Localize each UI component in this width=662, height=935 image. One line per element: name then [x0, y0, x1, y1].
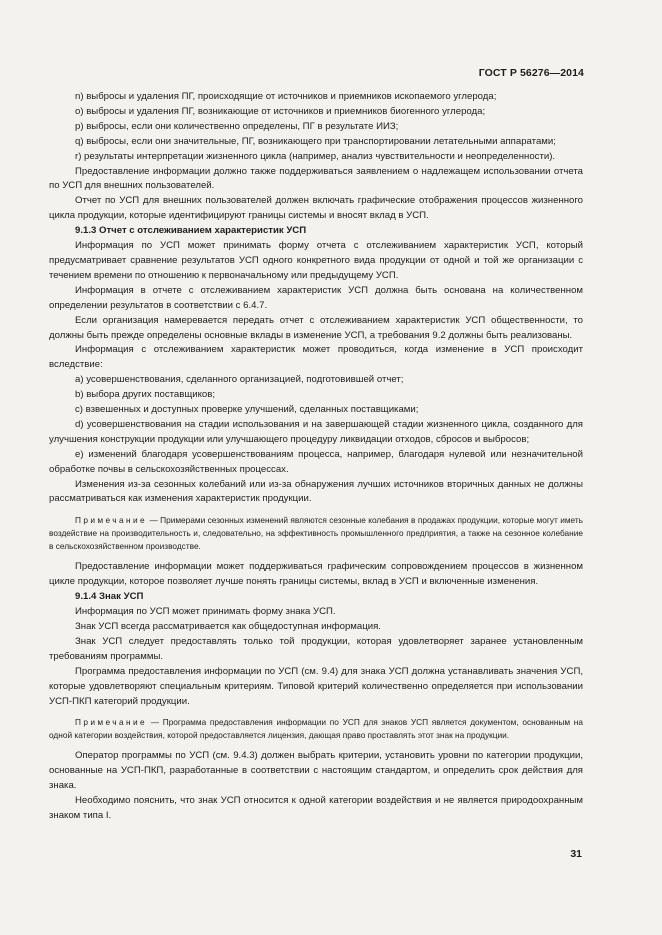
section-heading-9-1-3: 9.1.3 Отчет с отслеживанием характеристик УСП	[75, 225, 307, 237]
list-item-b: b) выбора других поставщиков;	[75, 389, 215, 401]
paragraph: Предоставление информации должно также поддерживаться заявлением о надлежащем использовании отчета по УСП для внешних пользователей.	[49, 165, 583, 192]
list-item-e: e) изменений благодаря усовершенствованиям процесса, например, благодаря нулевой или незначительной обработке почвы в сельскохозяйственных процессах.	[49, 448, 583, 475]
note-label: Примечание	[75, 717, 148, 728]
list-item-n: n) выбросы и удаления ПГ, происходящие от источников и приемников ископаемого углерода;	[75, 91, 497, 102]
document-id-header: ГОСТ Р 56276—2014	[478, 67, 584, 79]
list-item-o: o) выбросы и удаления ПГ, возникающие от источников и приемников биогенного углерода;	[75, 105, 486, 117]
paragraph: Информация в отчете с отслеживанием характеристик УСП должна быть основана на количественном определении результатов в соответствии с 6.4.7.	[49, 284, 583, 311]
paragraph: Информация с отслеживанием характеристик может проводиться, когда изменение в УСП происходит вследствие:	[49, 344, 583, 371]
paragraph: Знак УСП всегда рассматривается как общедоступная информация.	[75, 621, 381, 632]
paragraph: Информация по УСП может принимать форму отчета с отслеживанием характеристик УСП, который предусматривает сравнение результатов УСП одного конкретного вида продукции от одной и той же организации с течением времени по отношению к первоначальному или предыдущему УСП.	[49, 240, 583, 281]
note-text: — Программа предоставления информации по УСП для знаков УСП является документом, основанным на одной категории воздействия, которой предоставляется лицензия, дающая право проставлять этот знак на продукции.	[49, 717, 583, 741]
list-item-a: a) усовершенствования, сделанного организацией, подготовившей отчет;	[75, 374, 404, 386]
paragraph: Знак УСП следует предоставлять только той продукции, которая удовлетворяет заранее установленным требованиям программы.	[49, 635, 583, 662]
paragraph: Предоставление информации может поддерживаться графическим сопровождением процессов в жизненном цикле продукции, которое позволяет лучше понять границы системы, вклад в УСП и включенные изменения.	[49, 561, 583, 588]
note	[49, 716, 583, 742]
section-heading-9-1-4: 9.1.4 Знак УСП	[75, 591, 144, 603]
body-text	[49, 90, 583, 824]
note-label: Примечание	[75, 515, 148, 526]
list-item-d: d) усовершенствования на стадии использования и на завершающей стадии жизненного цикла, созданного для улучшения конструкции продукции или улучшающего процедуру ликвидации отходов, сбросов и выбросов;	[49, 418, 583, 445]
paragraph: Отчет по УСП для внешних пользователей должен включать графические отображения процессов жизненного цикла продукции, которые идентифицируют границы системы и вносят вклад в УСП.	[49, 195, 583, 222]
list-item-r: r) результаты интерпретации жизненного цикла (например, анализ чувствительности и неопределенности).	[75, 150, 556, 162]
page-number: 31	[570, 848, 582, 860]
paragraph: Программа предоставления информации по УСП (см. 9.4) для знака УСП должна устанавливать значения УСП, которые удовлетворяют специальным критериям. Типовой критерий количественно определяется при использовании УСП-ПКП категорий продукции.	[49, 665, 583, 707]
paragraph: Если организация намеревается передать отчет с отслеживанием характеристик УСП общественности, то должны быть прежде определены основные вклады в изменение УСП, а требования 9.2 должны быть реализованы.	[49, 314, 583, 341]
paragraph: Необходимо пояснить, что знак УСП относится к одной категории воздействия и не является природоохранным знаком типа I.	[49, 795, 583, 822]
paragraph: Изменения из-за сезонных колебаний или из-за обнаружения лучших источников вторичных данных не должны рассматриваться как изменения характеристик продукции.	[49, 478, 583, 505]
paragraph: Информация по УСП может принимать форму знака УСП.	[75, 606, 336, 618]
list-item-q: q) выбросы, если они значительные, ПГ, возникающего при транспортировании летательными аппаратами;	[75, 135, 556, 147]
list-item-c: c) взвешенных и доступных проверке улучшений, сделанных поставщиками;	[75, 404, 419, 416]
paragraph: Оператор программы по УСП (см. 9.4.3) должен выбрать критерии, установить уровни по категории продукции, основанные на УСП-ПКП, разработанные в соответствии с настоящим стандартом, и определить срок действия для знака.	[49, 750, 583, 792]
note-text: — Примерами сезонных изменений являются сезонные колебания в продажах продукции, которые могут иметь воздействие на производительность и, следовательно, на эффективность промышленного предприятия, а также на сезонное колебание в сельскохозяйственном производстве.	[49, 515, 583, 552]
list-item-p: p) выбросы, если они количественно определены, ПГ в результате ИИЗ;	[75, 120, 399, 132]
note	[49, 514, 583, 553]
